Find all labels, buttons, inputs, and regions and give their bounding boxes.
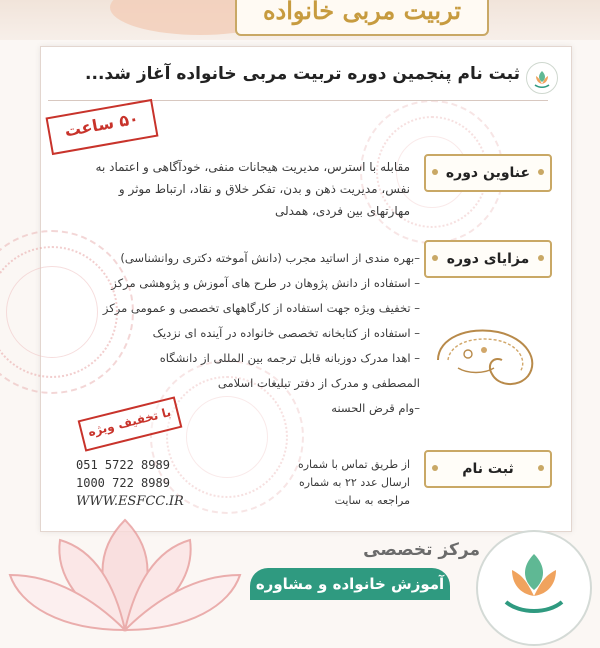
register-label: ثبت نام	[424, 450, 552, 488]
center-subtitle: آموزش خانواده و مشاوره	[250, 568, 450, 600]
top-banner	[0, 0, 600, 40]
benefit-item: –بهره مندی از اساتید مجرب (دانش آموخته دکتری روانشناسی)	[120, 251, 420, 265]
register-info	[240, 456, 410, 510]
benefit-item: – استفاده از کتابخانه تخصصی خانواده در آینده ای نزدیک	[152, 326, 420, 340]
headline-row	[48, 58, 558, 98]
register-line: ارسال عدد ۲۲ به شماره	[299, 476, 410, 489]
benefits-label: مزایای دوره	[424, 240, 552, 278]
headline: ثبت نام پنجمین دوره تربیت مربی خانواده آغاز شد...	[85, 64, 520, 84]
benefits-list	[70, 246, 420, 421]
center-title: مرکز تخصصی	[363, 540, 480, 560]
headline-divider	[48, 100, 548, 101]
center-logo-icon	[476, 530, 592, 646]
benefit-item: – اهدا مدرک دوزبانه قابل ترجمه بین المللی از دانشگاه	[159, 351, 420, 365]
benefit-item: المصطفی و مدرک از دفتر تبلیغات اسلامی	[217, 376, 420, 390]
lotus-flower-decoration-icon	[0, 480, 250, 640]
topics-text: مقابله با استرس، مدیریت هیجانات منفی، خودآگاهی و اعتماد به نفس، مدیریت ذهن و بدن، تفکر خلاق و نقاد، ارتباط موثر و مهارتهای بین فردی، همدلی	[95, 160, 410, 218]
topics-label: عناوین دوره	[424, 154, 552, 192]
phone-number: 051 5722 8989	[76, 458, 170, 472]
register-line: از طریق تماس با شماره	[297, 458, 410, 471]
register-line: مراجعه به سایت	[334, 494, 410, 507]
sms-number: 1000 722 8989	[76, 476, 170, 490]
center-logo-small-icon	[526, 62, 558, 94]
benefit-item: –وام قرض الحسنه	[331, 401, 420, 415]
benefit-item: – تخفیف ویژه جهت استفاده از کارگاههای تخصصی و عمومی مرکز	[102, 301, 420, 315]
benefit-item: – استفاده از دانش پژوهان در طرح های آموزش و پژوهشی مرکز	[111, 276, 420, 290]
discount-stamp: با تخفیف ویژه	[78, 396, 183, 451]
hours-stamp: ۵۰ ساعت	[46, 99, 159, 155]
paisley-ornament-icon	[428, 320, 546, 394]
website-link[interactable]: WWW.ESFCC.IR	[76, 494, 184, 509]
banner-title: تربیت مربی خانواده	[235, 0, 489, 36]
